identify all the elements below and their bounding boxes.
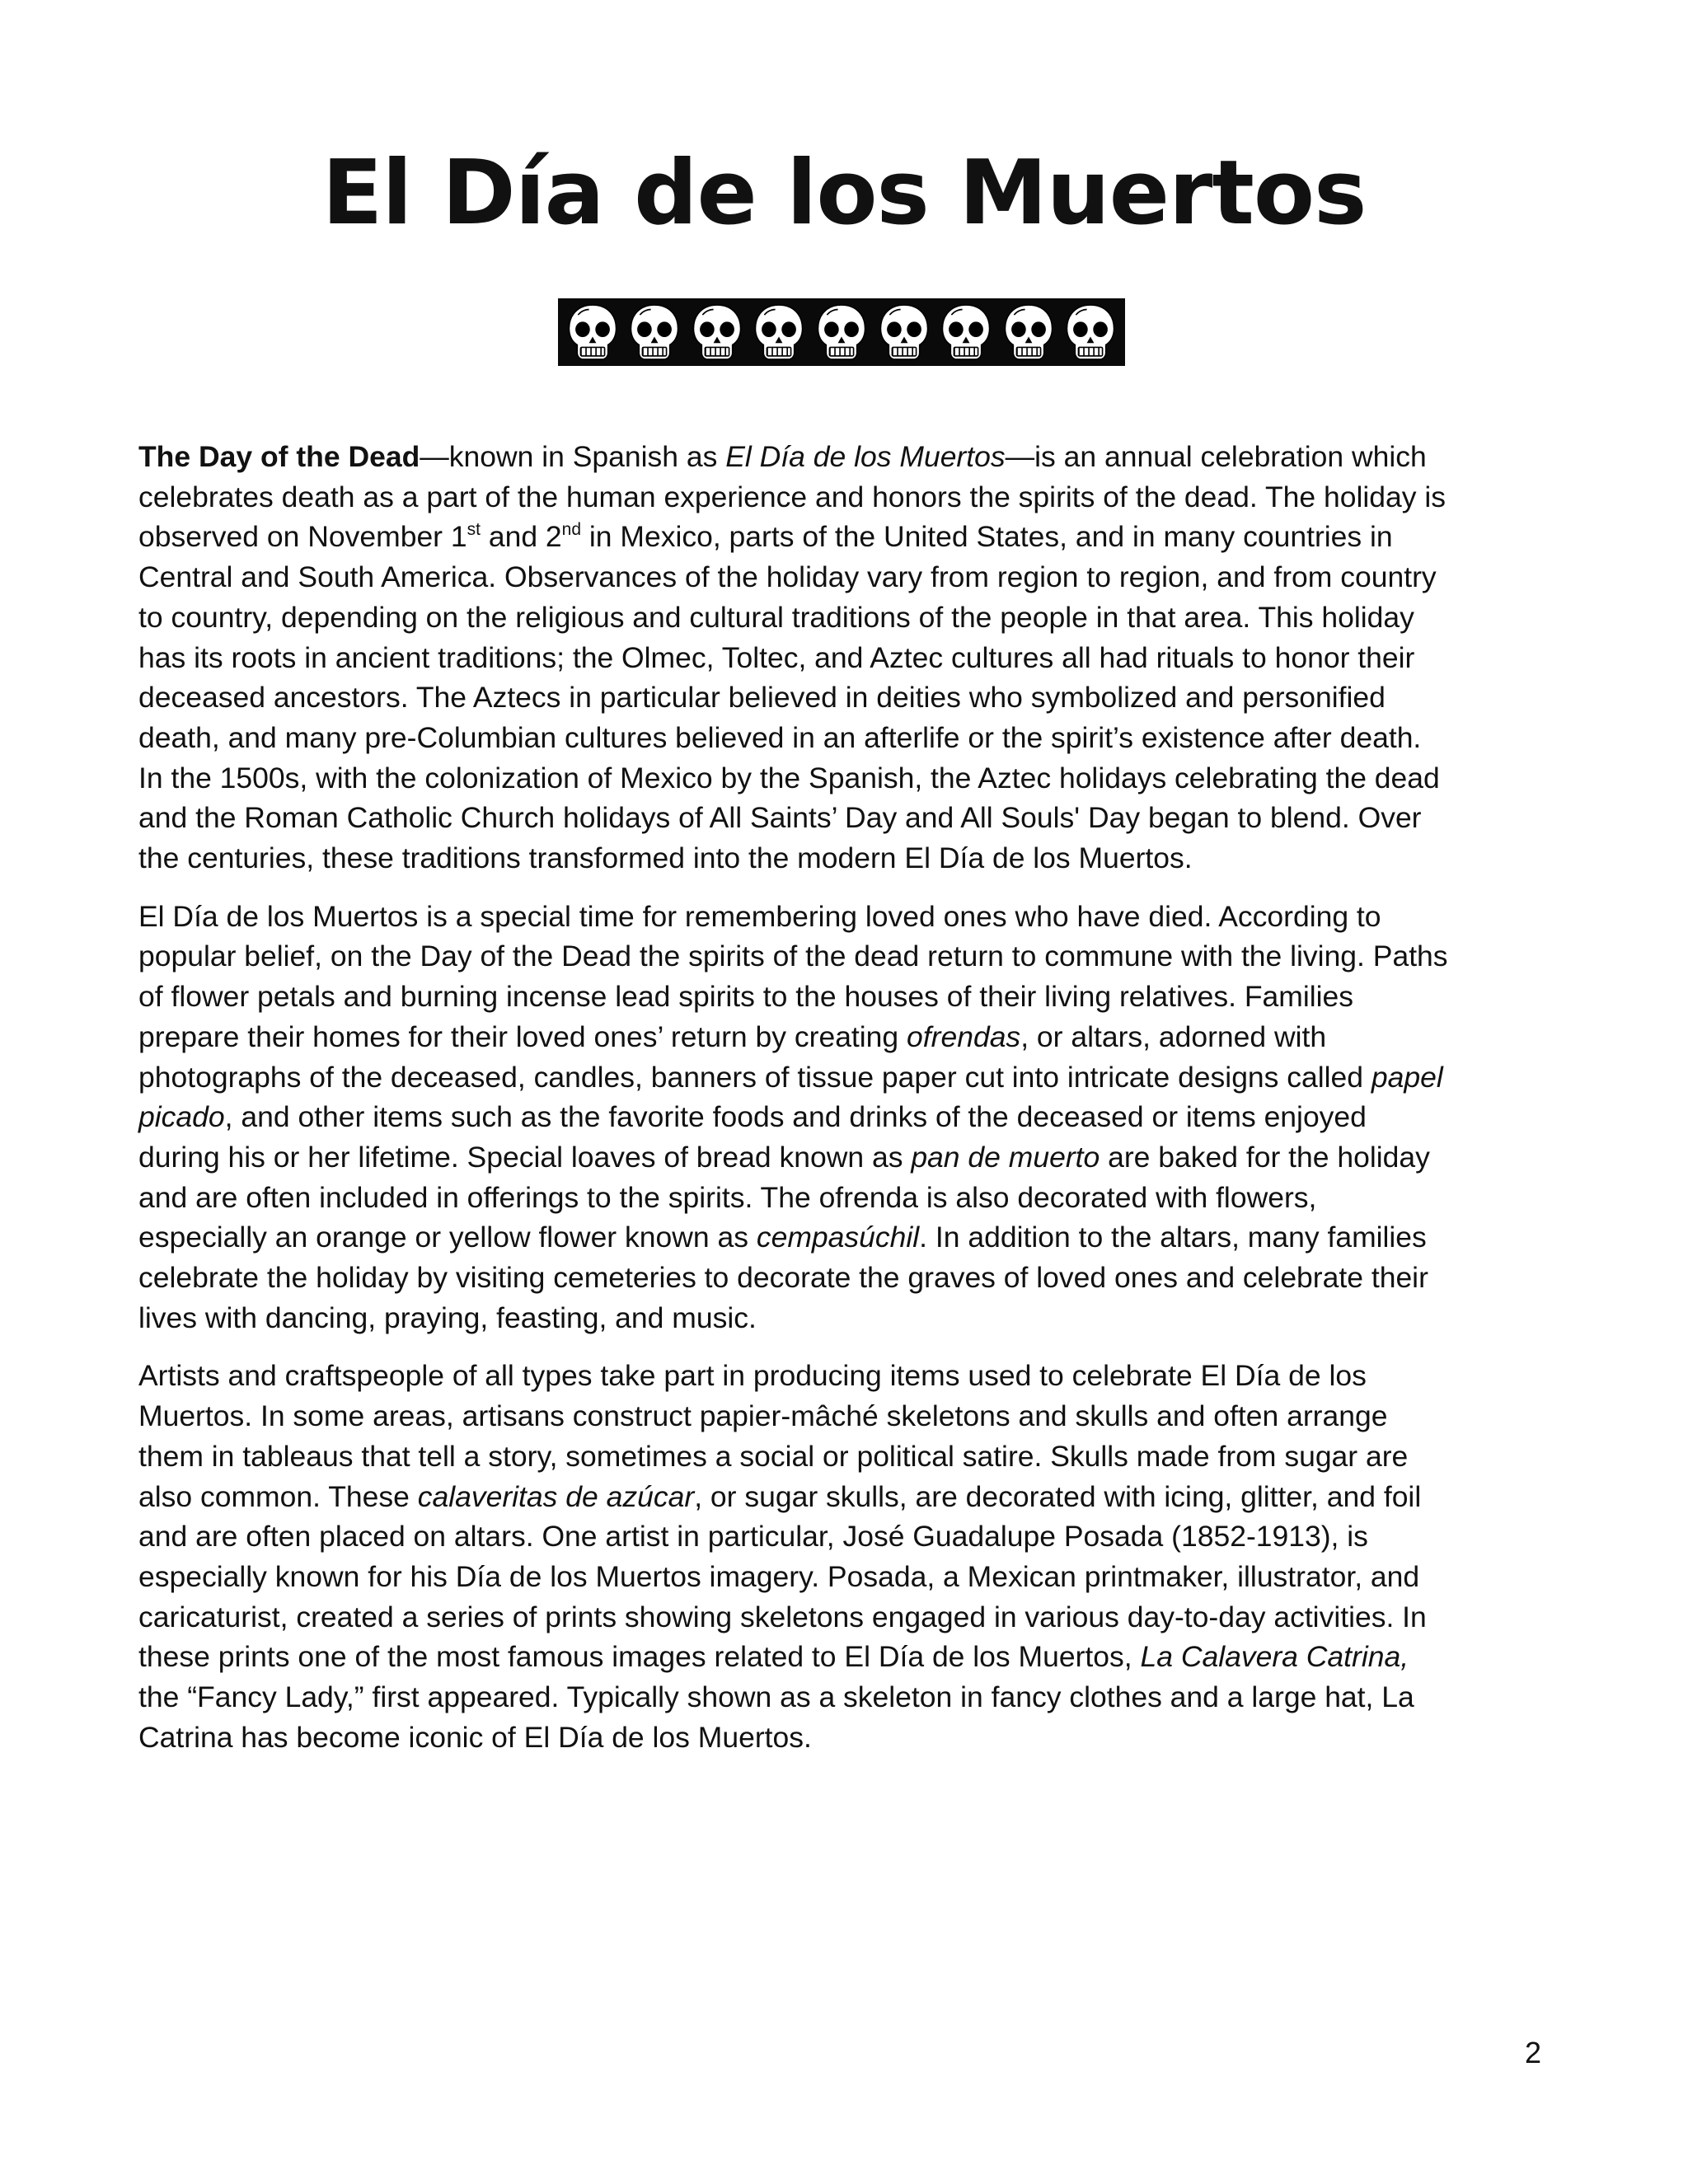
text-run: —is an annual celebration which celebrates death as a part of the human experience and honors the spirits of the dead. The holiday is observed on November 1: [138, 440, 1447, 554]
italic-term: papel picado: [138, 1060, 1443, 1134]
text-run: , or altars, adorned with photographs of the deceased, candles, banners of tissue paper cut into intricate designs called: [138, 1019, 1372, 1094]
ordinal-suffix: st: [467, 520, 481, 540]
italic-term: El Día de los Muertos: [725, 440, 1006, 473]
text-run: , or sugar skulls, are decorated with icing, glitter, and foil and are often placed on altars. One artist in particular, José Guadalupe Posada (1852-1913), is especially known for his Día de los Muertos imagery. Posada, a Mexican printmaker, illustrator, and caricaturist, created a series of prints showing skeletons engaged in various day-to-day activities. In these prints one of the most famous images related to El Día de los Muertos,: [138, 1479, 1427, 1674]
text-run: Artists and craftspeople of all types take part in producing items used to celebrate El Día de los Muertos. In some areas, artisans construct papier-mâché skeletons and skulls and often arrange them in tableaus that tell a story, sometimes a social or political satire. Skulls made from sugar are also common. These: [138, 1359, 1409, 1513]
ordinal-suffix: nd: [561, 520, 582, 540]
italic-term: ofrendas: [907, 1019, 1021, 1053]
skull-icon: [1001, 302, 1056, 363]
paragraph-intro: [138, 437, 1449, 879]
text-run: the “Fancy Lady,” first appeared. Typically shown as a skeleton in fancy clothes and a large hat, La Catrina has become iconic of El Día de los Muertos.: [138, 1680, 1414, 1754]
text-run: . In addition to the altars, many families celebrate the holiday by visiting cemeteries to decorate the graves of loved ones and celebrate their lives with dancing, praying, feasting, and music.: [138, 1221, 1428, 1334]
skull-icon: [814, 302, 869, 363]
text-run: and 2: [480, 520, 562, 554]
paragraph-traditions: [138, 897, 1449, 1338]
text-run: are baked for the holiday and are often included in offerings to the spirits. The ofrenda is also decorated with flowers, especially an orange or yellow flower known as: [138, 1140, 1430, 1254]
skull-icon: [877, 302, 931, 363]
skull-border: [558, 298, 1125, 366]
text-run: in Mexico, parts of the United States, and in many countries in Central and South America. Observances of the holiday vary from region to region, and from country to country, depending on the religious and cultural traditions of the people in that area. This holiday has its roots in ancient traditions; the Olmec, Toltec, and Aztec cultures all had rituals to honor their deceased ancestors. The Aztecs in particular believed in deities who symbolized and personified death, and many pre-Columbian cultures believed in an afterlife or the spirit’s existence after death. In the 1500s, with the colonization of Mexico by the Spanish, the Aztec holidays celebrating the dead and the Roman Catholic Church holidays of All Saints’ Day and All Souls' Day began to blend. Over the centuries, these traditions transformed into the modern El Día de los Muertos.: [138, 520, 1440, 875]
italic-term: La Calavera Catrina,: [1140, 1640, 1409, 1674]
text-run: , and other items such as the favorite foods and drinks of the deceased or items enjoyed during his or her lifetime. Special loaves of bread known as: [138, 1100, 1367, 1174]
italic-term: calaveritas de azúcar: [417, 1479, 695, 1513]
page-title: El Día de los Muertos: [321, 142, 1367, 245]
skull-icon: [690, 302, 744, 363]
skull-icon: [752, 302, 806, 363]
skull-icon: [627, 302, 682, 363]
text-run: —known in Spanish as: [420, 440, 726, 473]
skull-icon: [939, 302, 993, 363]
skull-icon: [1063, 302, 1118, 363]
body-text: [138, 437, 1449, 1776]
italic-term: pan de muerto: [911, 1140, 1100, 1174]
skull-icon: [565, 302, 620, 363]
text-run: El Día de los Muertos is a special time for remembering loved ones who have died. According to popular belief, on the Day of the Dead the spirits of the dead return to commune with the living. Paths of flower petals and burning incense lead spirits to the houses of their living relatives. Families prepare their homes for their loved ones’ return by creating: [138, 899, 1448, 1053]
italic-term: cempasúchil: [756, 1221, 920, 1254]
paragraph-artists: [138, 1356, 1449, 1757]
lead-bold-term: The Day of the Dead: [138, 440, 420, 473]
page-number: 2: [1524, 2036, 1541, 2069]
